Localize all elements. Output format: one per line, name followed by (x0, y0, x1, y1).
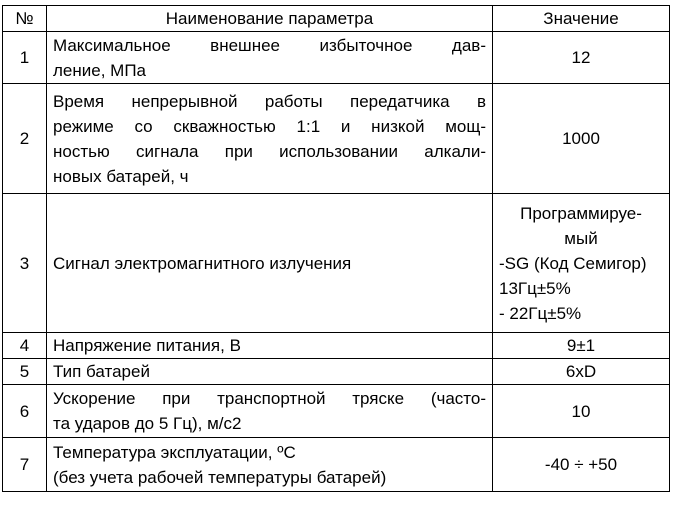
parameter-name-line: ностью сигнала при использовании алкали- (53, 141, 486, 161)
parameter-value: 10 (493, 385, 670, 438)
table-row (3, 385, 670, 438)
row-number: 1 (3, 32, 47, 84)
parameter-value-line: 13Гц±5% (499, 278, 571, 298)
parameters-table (2, 5, 670, 492)
table-row (3, 359, 670, 385)
row-number: 5 (3, 359, 47, 385)
parameter-value-line: Программируе- (520, 203, 642, 223)
row-number: 2 (3, 84, 47, 194)
parameter-name (47, 32, 493, 84)
parameter-name: Сигнал электромагнитного излучения (47, 194, 493, 333)
table-row (3, 438, 670, 492)
parameter-value (493, 194, 670, 333)
row-number: 4 (3, 333, 47, 359)
parameter-value: -40 ÷ +50 (493, 438, 670, 492)
parameter-name-line: (без учета рабочей температуры батарей) (53, 467, 387, 487)
header-number: № (3, 6, 47, 32)
table-row (3, 84, 670, 194)
parameter-name-line: Максимальное внешнее избыточное дав- (53, 35, 486, 55)
header-value: Значение (493, 6, 670, 32)
parameter-value: 6xD (493, 359, 670, 385)
parameter-name (47, 385, 493, 438)
parameter-name-line: та ударов до 5 Гц), м/с2 (53, 414, 242, 433)
parameter-name-line: режиме со скважностью 1:1 и низкой мощ- (53, 116, 486, 136)
table-header-row (3, 6, 670, 32)
parameter-value: 12 (493, 32, 670, 84)
row-number: 6 (3, 385, 47, 438)
table-row (3, 194, 670, 333)
parameter-value-line: -SG (Код Семигор) (499, 253, 647, 273)
parameter-name-line: Ускорение при транспортной тряске (часто- (53, 389, 486, 408)
parameter-value-line: - 22Гц±5% (499, 303, 582, 323)
row-number: 7 (3, 438, 47, 492)
parameter-value: 9±1 (493, 333, 670, 359)
row-number: 3 (3, 194, 47, 333)
parameter-name: Тип батарей (47, 359, 493, 385)
header-parameter-name: Наименование параметра (47, 6, 493, 32)
table-row (3, 333, 670, 359)
parameter-name: Напряжение питания, В (47, 333, 493, 359)
parameter-name (47, 438, 493, 492)
parameter-value-line: мый (564, 228, 598, 248)
table-row (3, 32, 670, 84)
parameter-value: 1000 (493, 84, 670, 194)
parameter-name-line: ление, МПа (53, 60, 146, 80)
parameter-name-line: новых батарей, ч (53, 166, 189, 186)
parameter-name-line: Время непрерывной работы передатчика в (53, 91, 486, 111)
parameter-name (47, 84, 493, 194)
parameter-name-line: Температура эксплуатации, ºС (53, 442, 296, 462)
